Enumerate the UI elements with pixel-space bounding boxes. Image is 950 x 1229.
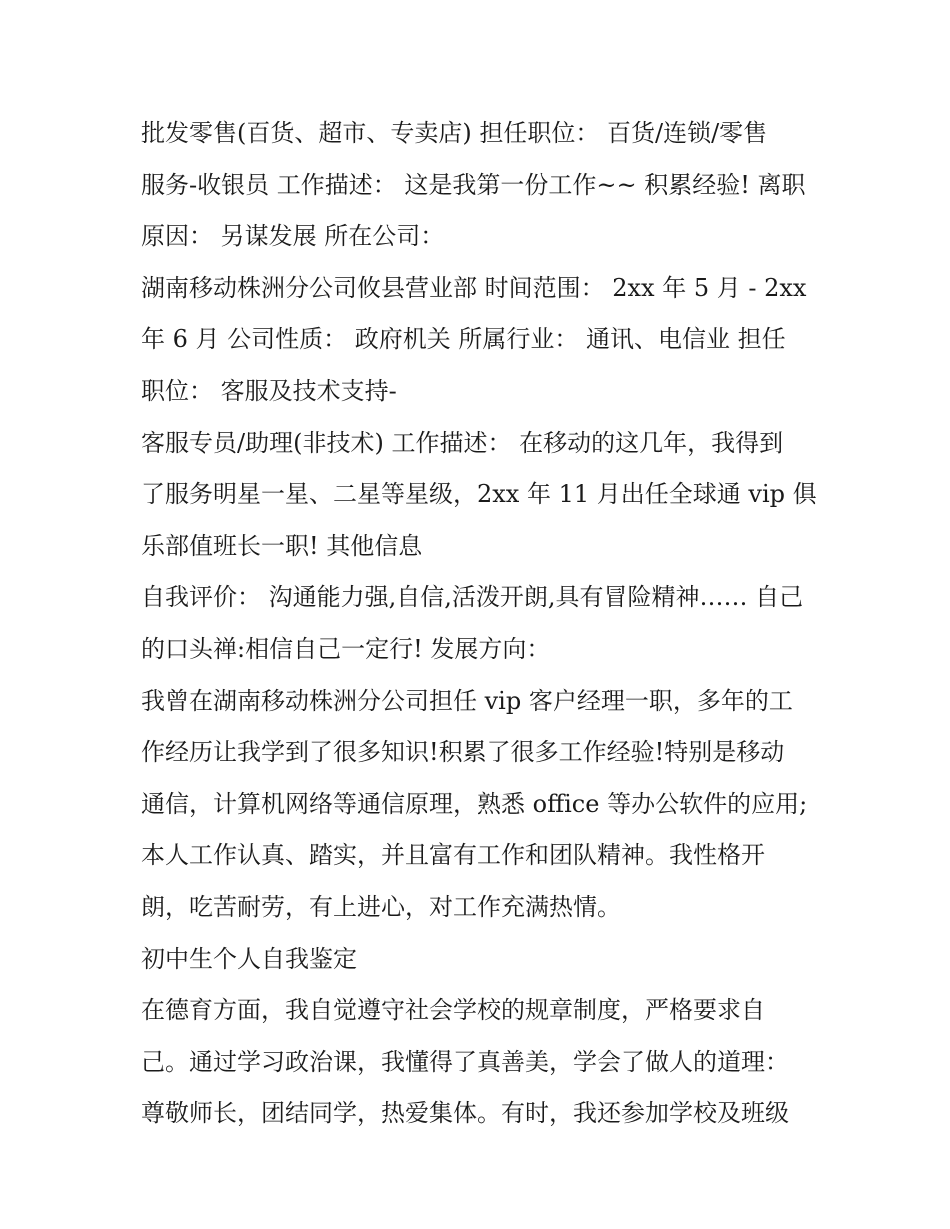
text-line: 服务-收银员 工作描述： 这是我第一份工作~~ 积累经验! 离职 bbox=[141, 170, 806, 199]
document-body bbox=[141, 108, 821, 1140]
text-line: 在德育方面，我自觉遵守社会学校的规章制度，严格要求自 bbox=[141, 996, 765, 1025]
text-line: 我曾在湖南移动株洲分公司担任 vip 客户经理一职，多年的工 bbox=[141, 686, 793, 715]
text-line: 了服务明星一星、二星等星级，2xx 年 11 月出任全球通 vip 俱 bbox=[141, 480, 817, 509]
text-line: 本人工作认真、踏实，并且富有工作和团队精神。我性格开 bbox=[141, 841, 765, 870]
text-line: 乐部值班长一职! 其他信息 bbox=[141, 531, 423, 560]
text-line: 自我评价： 沟通能力强,自信,活泼开朗,具有冒险精神…… 自己 bbox=[141, 583, 804, 612]
text-line: 的口头禅:相信自己一定行! 发展方向： bbox=[141, 634, 551, 663]
text-line: 原因： 另谋发展 所在公司： bbox=[141, 222, 445, 251]
text-line: 朗，吃苦耐劳，有上进心，对工作充满热情。 bbox=[141, 892, 621, 921]
text-line: 己。通过学习政治课，我懂得了真善美，学会了做人的道理： bbox=[141, 1047, 789, 1076]
text-line: 客服专员/助理(非技术) 工作描述： 在移动的这几年，我得到 bbox=[141, 428, 784, 457]
section-heading: 初中生个人自我鉴定 bbox=[141, 944, 357, 973]
text-line: 批发零售(百货、超市、专卖店) 担任职位： 百货/连锁/零售 bbox=[141, 119, 768, 147]
text-line: 尊敬师长，团结同学，热爱集体。有时，我还参加学校及班级 bbox=[141, 1099, 789, 1128]
text-line: 湖南移动株洲分公司攸县营业部 时间范围： 2xx 年 5 月 - 2xx bbox=[141, 273, 807, 302]
text-line: 通信，计算机网络等通信原理，熟悉 office 等办公软件的应用; bbox=[141, 789, 808, 818]
text-line: 作经历让我学到了很多知识!积累了很多工作经验!特别是移动 bbox=[141, 738, 785, 767]
text-line: 职位： 客服及技术支持- bbox=[141, 376, 397, 405]
text-line: 年 6 月 公司性质： 政府机关 所属行业： 通讯、电信业 担任 bbox=[141, 325, 786, 354]
